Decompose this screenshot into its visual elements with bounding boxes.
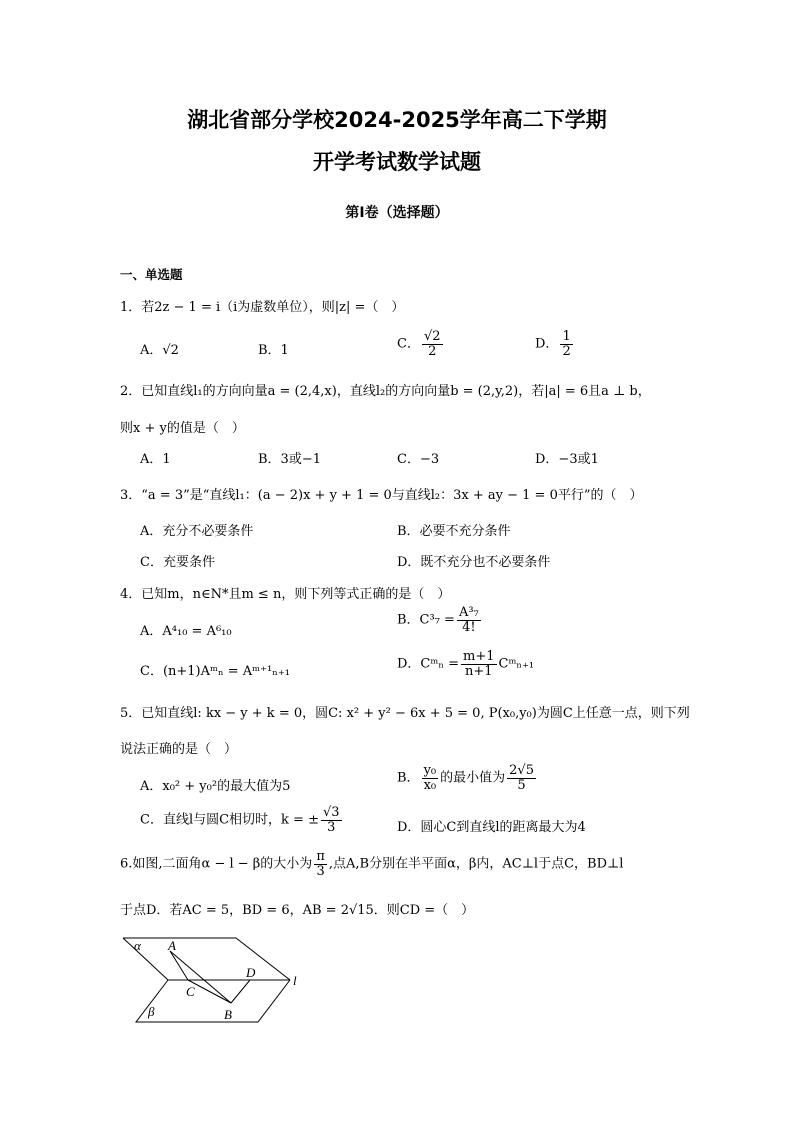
q3-option-b[interactable]: B．必要不充分条件 bbox=[397, 524, 511, 539]
q1-option-c[interactable] bbox=[397, 330, 445, 358]
q4-option-b[interactable] bbox=[397, 606, 483, 634]
q5-stem-line2: 说法正确的是（ ） bbox=[120, 742, 238, 757]
q4-option-d-label: D．Cᵐₙ = bbox=[397, 656, 459, 672]
q1-option-d-label: D． bbox=[535, 336, 559, 352]
segment-AC bbox=[170, 951, 188, 980]
section-heading: 一、单选题 bbox=[120, 267, 183, 282]
q5-b-den2: 5 bbox=[517, 777, 526, 793]
q4-option-d-frac bbox=[461, 650, 497, 678]
q3-option-c[interactable]: C．充要条件 bbox=[140, 555, 215, 570]
label-beta: β bbox=[148, 1004, 155, 1019]
q5-option-b-mid: 的最小值为 bbox=[440, 770, 506, 786]
q4-b-den: 4! bbox=[462, 619, 476, 635]
q4-b-num: A³₇ bbox=[458, 605, 479, 620]
label-l: l bbox=[293, 973, 297, 988]
exam-title-line1: 湖北省部分学校2024-2025学年高二下学期 bbox=[187, 108, 607, 132]
q1-option-b[interactable]: B．1 bbox=[258, 343, 289, 358]
q5-c-den: 3 bbox=[327, 819, 336, 835]
q5-option-d[interactable]: D．圆心C到直线l的距离最大为4 bbox=[397, 820, 586, 835]
q4-option-b-frac bbox=[457, 606, 481, 634]
q2-stem-line2: 则x + y的值是（ ） bbox=[120, 421, 245, 436]
q4-option-d[interactable] bbox=[397, 650, 534, 678]
q6-angle-num: π bbox=[316, 849, 325, 864]
plane-alpha-left-edge bbox=[123, 938, 168, 980]
q5-stem-line1: 5．已知直线l: kx − y + k = 0，圆C: x² + y² − 6x + 5 = 0, P(x₀,y₀)为圆C上任意一点，则下列 bbox=[120, 706, 690, 721]
q3-option-d[interactable]: D．既不充分也不必要条件 bbox=[397, 555, 551, 570]
q5-option-b-frac2 bbox=[507, 764, 536, 792]
q1-d-den: 2 bbox=[562, 343, 571, 359]
q6-stem-part2: ,点A,B分别在半平面α，β内，AC⊥l于点C，BD⊥l bbox=[328, 856, 624, 872]
q5-option-c-frac bbox=[321, 806, 342, 834]
q1-d-num: 1 bbox=[562, 329, 571, 344]
q1-c-num: √2 bbox=[423, 329, 441, 344]
q1-c-den: 2 bbox=[428, 343, 437, 359]
q6-angle-den: 3 bbox=[316, 863, 325, 879]
q4-d-den: n+1 bbox=[464, 663, 493, 679]
q3-option-a[interactable]: A．充分不必要条件 bbox=[140, 524, 254, 539]
q3-stem: 3．“a = 3”是“直线l₁：(a − 2)x + y + 1 = 0与直线l₂：3x + ay − 1 = 0平行”的（ ） bbox=[120, 488, 643, 503]
label-D: D bbox=[246, 965, 256, 980]
q6-stem-line2: 于点D．若AC = 5，BD = 6，AB = 2√15．则CD =（ ） bbox=[120, 903, 475, 918]
q2-option-a[interactable]: A．1 bbox=[140, 452, 171, 467]
q4-d-num: m+1 bbox=[463, 649, 495, 664]
q6-stem-part1: 6.如图,二面角α − l − β的大小为 bbox=[120, 856, 313, 872]
q1-option-d-frac bbox=[560, 330, 572, 358]
segment-AB bbox=[170, 951, 231, 1003]
q2-option-b[interactable]: B．3或−1 bbox=[258, 452, 321, 467]
q4-option-a[interactable]: A．A⁴₁₀ = A⁶₁₀ bbox=[140, 624, 232, 639]
q1-option-c-frac bbox=[422, 330, 443, 358]
volume-heading: 第Ⅰ卷（选择题） bbox=[345, 205, 449, 221]
label-C: C bbox=[186, 984, 195, 999]
q5-option-b-label: B． bbox=[397, 770, 420, 786]
plane-beta-outline bbox=[136, 980, 290, 1022]
q4-stem: 4．已知m，n∈N*且m ≤ n，则下列等式正确的是（ ） bbox=[120, 587, 451, 602]
exam-title-line2: 开学考试数学试题 bbox=[313, 150, 481, 174]
dihedral-angle-figure bbox=[118, 930, 308, 1030]
label-alpha: α bbox=[134, 938, 141, 953]
q4-option-d-tail: Cᵐₙ₊₁ bbox=[498, 656, 535, 672]
q2-option-d[interactable]: D．−3或1 bbox=[535, 452, 599, 467]
q1-option-d[interactable] bbox=[535, 330, 575, 358]
q1-stem: 1．若2z − 1 = i（i为虚数单位），则|z| =（ ） bbox=[120, 300, 405, 315]
q5-option-c[interactable] bbox=[140, 806, 344, 834]
q5-b-den: x₀ bbox=[423, 777, 437, 793]
q5-option-a[interactable]: A．x₀² + y₀²的最大值为5 bbox=[140, 779, 291, 794]
q1-option-c-label: C． bbox=[397, 336, 420, 352]
label-B: B bbox=[224, 1007, 232, 1022]
q6-angle-frac bbox=[314, 850, 327, 878]
q5-b-num: y₀ bbox=[423, 763, 437, 778]
q6-stem-line1 bbox=[120, 850, 623, 878]
q5-option-c-label: C．直线l与圆C相切时，k = ± bbox=[140, 812, 319, 828]
q1-option-a[interactable]: A．√2 bbox=[140, 343, 179, 358]
segment-BD bbox=[231, 980, 250, 1003]
q2-option-c[interactable]: C．−3 bbox=[397, 452, 440, 467]
q5-b-num2: 2√5 bbox=[509, 763, 534, 778]
q5-c-num: √3 bbox=[322, 805, 340, 820]
q4-option-c[interactable]: C．(n+1)Aᵐₙ = Aᵐ⁺¹ₙ₊₁ bbox=[140, 664, 290, 679]
q5-option-b[interactable] bbox=[397, 764, 538, 792]
q5-option-b-frac1 bbox=[422, 764, 439, 792]
plane-alpha-outline bbox=[123, 938, 290, 980]
q4-option-b-label: B．C³₇ = bbox=[397, 612, 455, 628]
label-A: A bbox=[168, 938, 176, 953]
q2-stem-line1: 2．已知直线l₁的方向向量a = (2,4,x)，直线l₂的方向向量b = (2,y,2)，若|a| = 6且a ⊥ b， bbox=[120, 384, 651, 399]
